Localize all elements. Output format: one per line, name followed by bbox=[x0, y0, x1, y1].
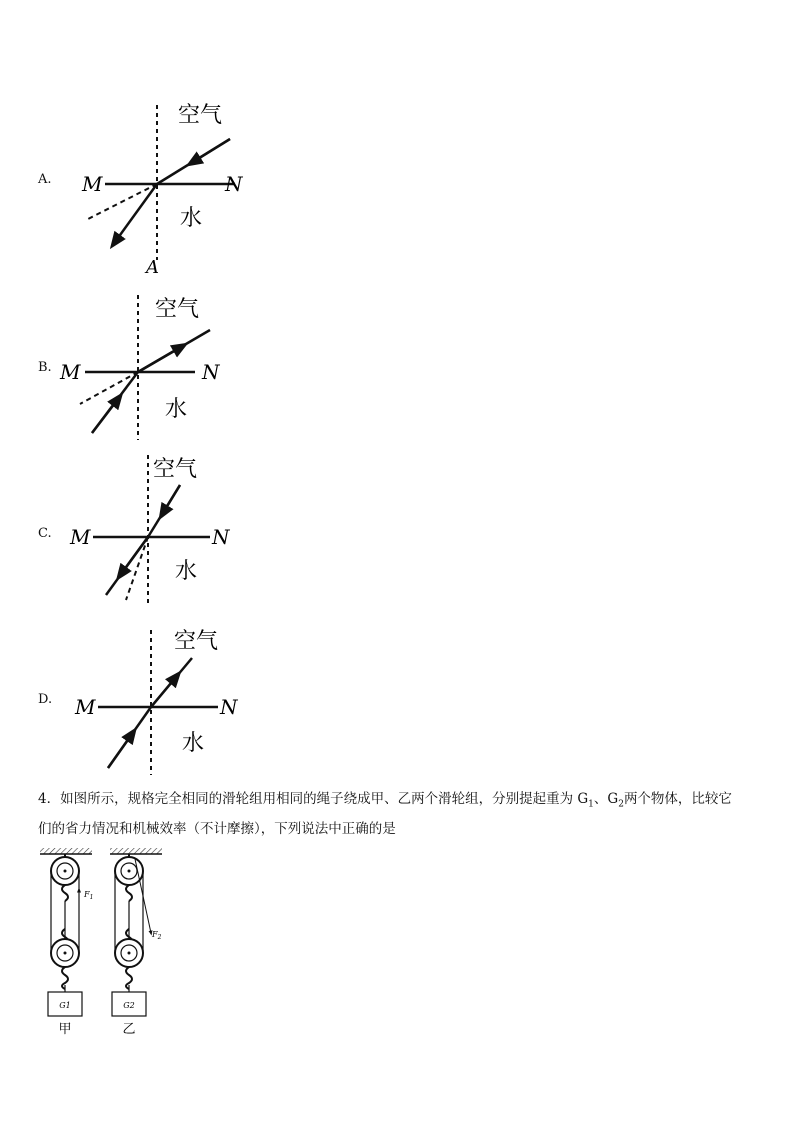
n-label: N bbox=[225, 172, 243, 196]
force-label: $F_1$ bbox=[84, 890, 94, 901]
force-label: $F_2$ bbox=[152, 930, 162, 941]
extension-dashed-line bbox=[80, 372, 138, 404]
m-label: M bbox=[70, 525, 91, 549]
air-label: 空气 bbox=[174, 629, 219, 654]
option-c-figure bbox=[68, 450, 268, 614]
option-d-label: D. bbox=[38, 692, 53, 707]
water-label: 水 bbox=[165, 397, 188, 422]
pulley-system-jia bbox=[40, 848, 93, 1037]
figure-name: 乙 bbox=[122, 1022, 136, 1037]
ceiling bbox=[110, 848, 162, 854]
question-4-line-1: 4．如图所示，规格完全相同的滑轮组用相同的绳子绕成甲、乙两个滑轮组，分别提起重为 $G_1$、$G_2$两个物体，比较它 bbox=[38, 791, 732, 810]
n-label: N bbox=[202, 360, 220, 384]
pulley-system-yi bbox=[110, 848, 162, 1037]
question-number: 4． bbox=[38, 791, 61, 807]
m-label: M bbox=[75, 695, 96, 719]
weight-label: G1 bbox=[59, 1001, 71, 1010]
option-d-figure bbox=[70, 620, 270, 784]
water-label: 水 bbox=[175, 559, 198, 584]
air-label: 空气 bbox=[178, 103, 223, 128]
air-label: 空气 bbox=[155, 297, 200, 322]
pulley-figure bbox=[35, 845, 195, 1044]
question-4-line-2: 们的省力情况和机械效率（不计摩擦），下列说法中正确的是 bbox=[38, 821, 396, 837]
weight-label: G2 bbox=[123, 1001, 135, 1010]
option-a-label: A. bbox=[38, 172, 52, 187]
option-b-label: B. bbox=[38, 360, 52, 375]
refracted-ray bbox=[115, 184, 157, 242]
normal-label: A bbox=[146, 257, 159, 278]
ceiling bbox=[40, 848, 92, 854]
water-label: 水 bbox=[180, 206, 203, 231]
n-label: N bbox=[220, 695, 238, 719]
option-c-label: C. bbox=[38, 526, 52, 541]
air-label: 空气 bbox=[153, 457, 198, 482]
m-label: M bbox=[60, 360, 81, 384]
water-label: 水 bbox=[182, 731, 205, 756]
m-label: M bbox=[82, 172, 103, 196]
extension-dashed-line bbox=[126, 537, 148, 600]
option-b-figure bbox=[55, 290, 255, 449]
n-label: N bbox=[212, 525, 230, 549]
option-a-figure bbox=[70, 95, 270, 284]
figure-name: 甲 bbox=[58, 1022, 72, 1037]
